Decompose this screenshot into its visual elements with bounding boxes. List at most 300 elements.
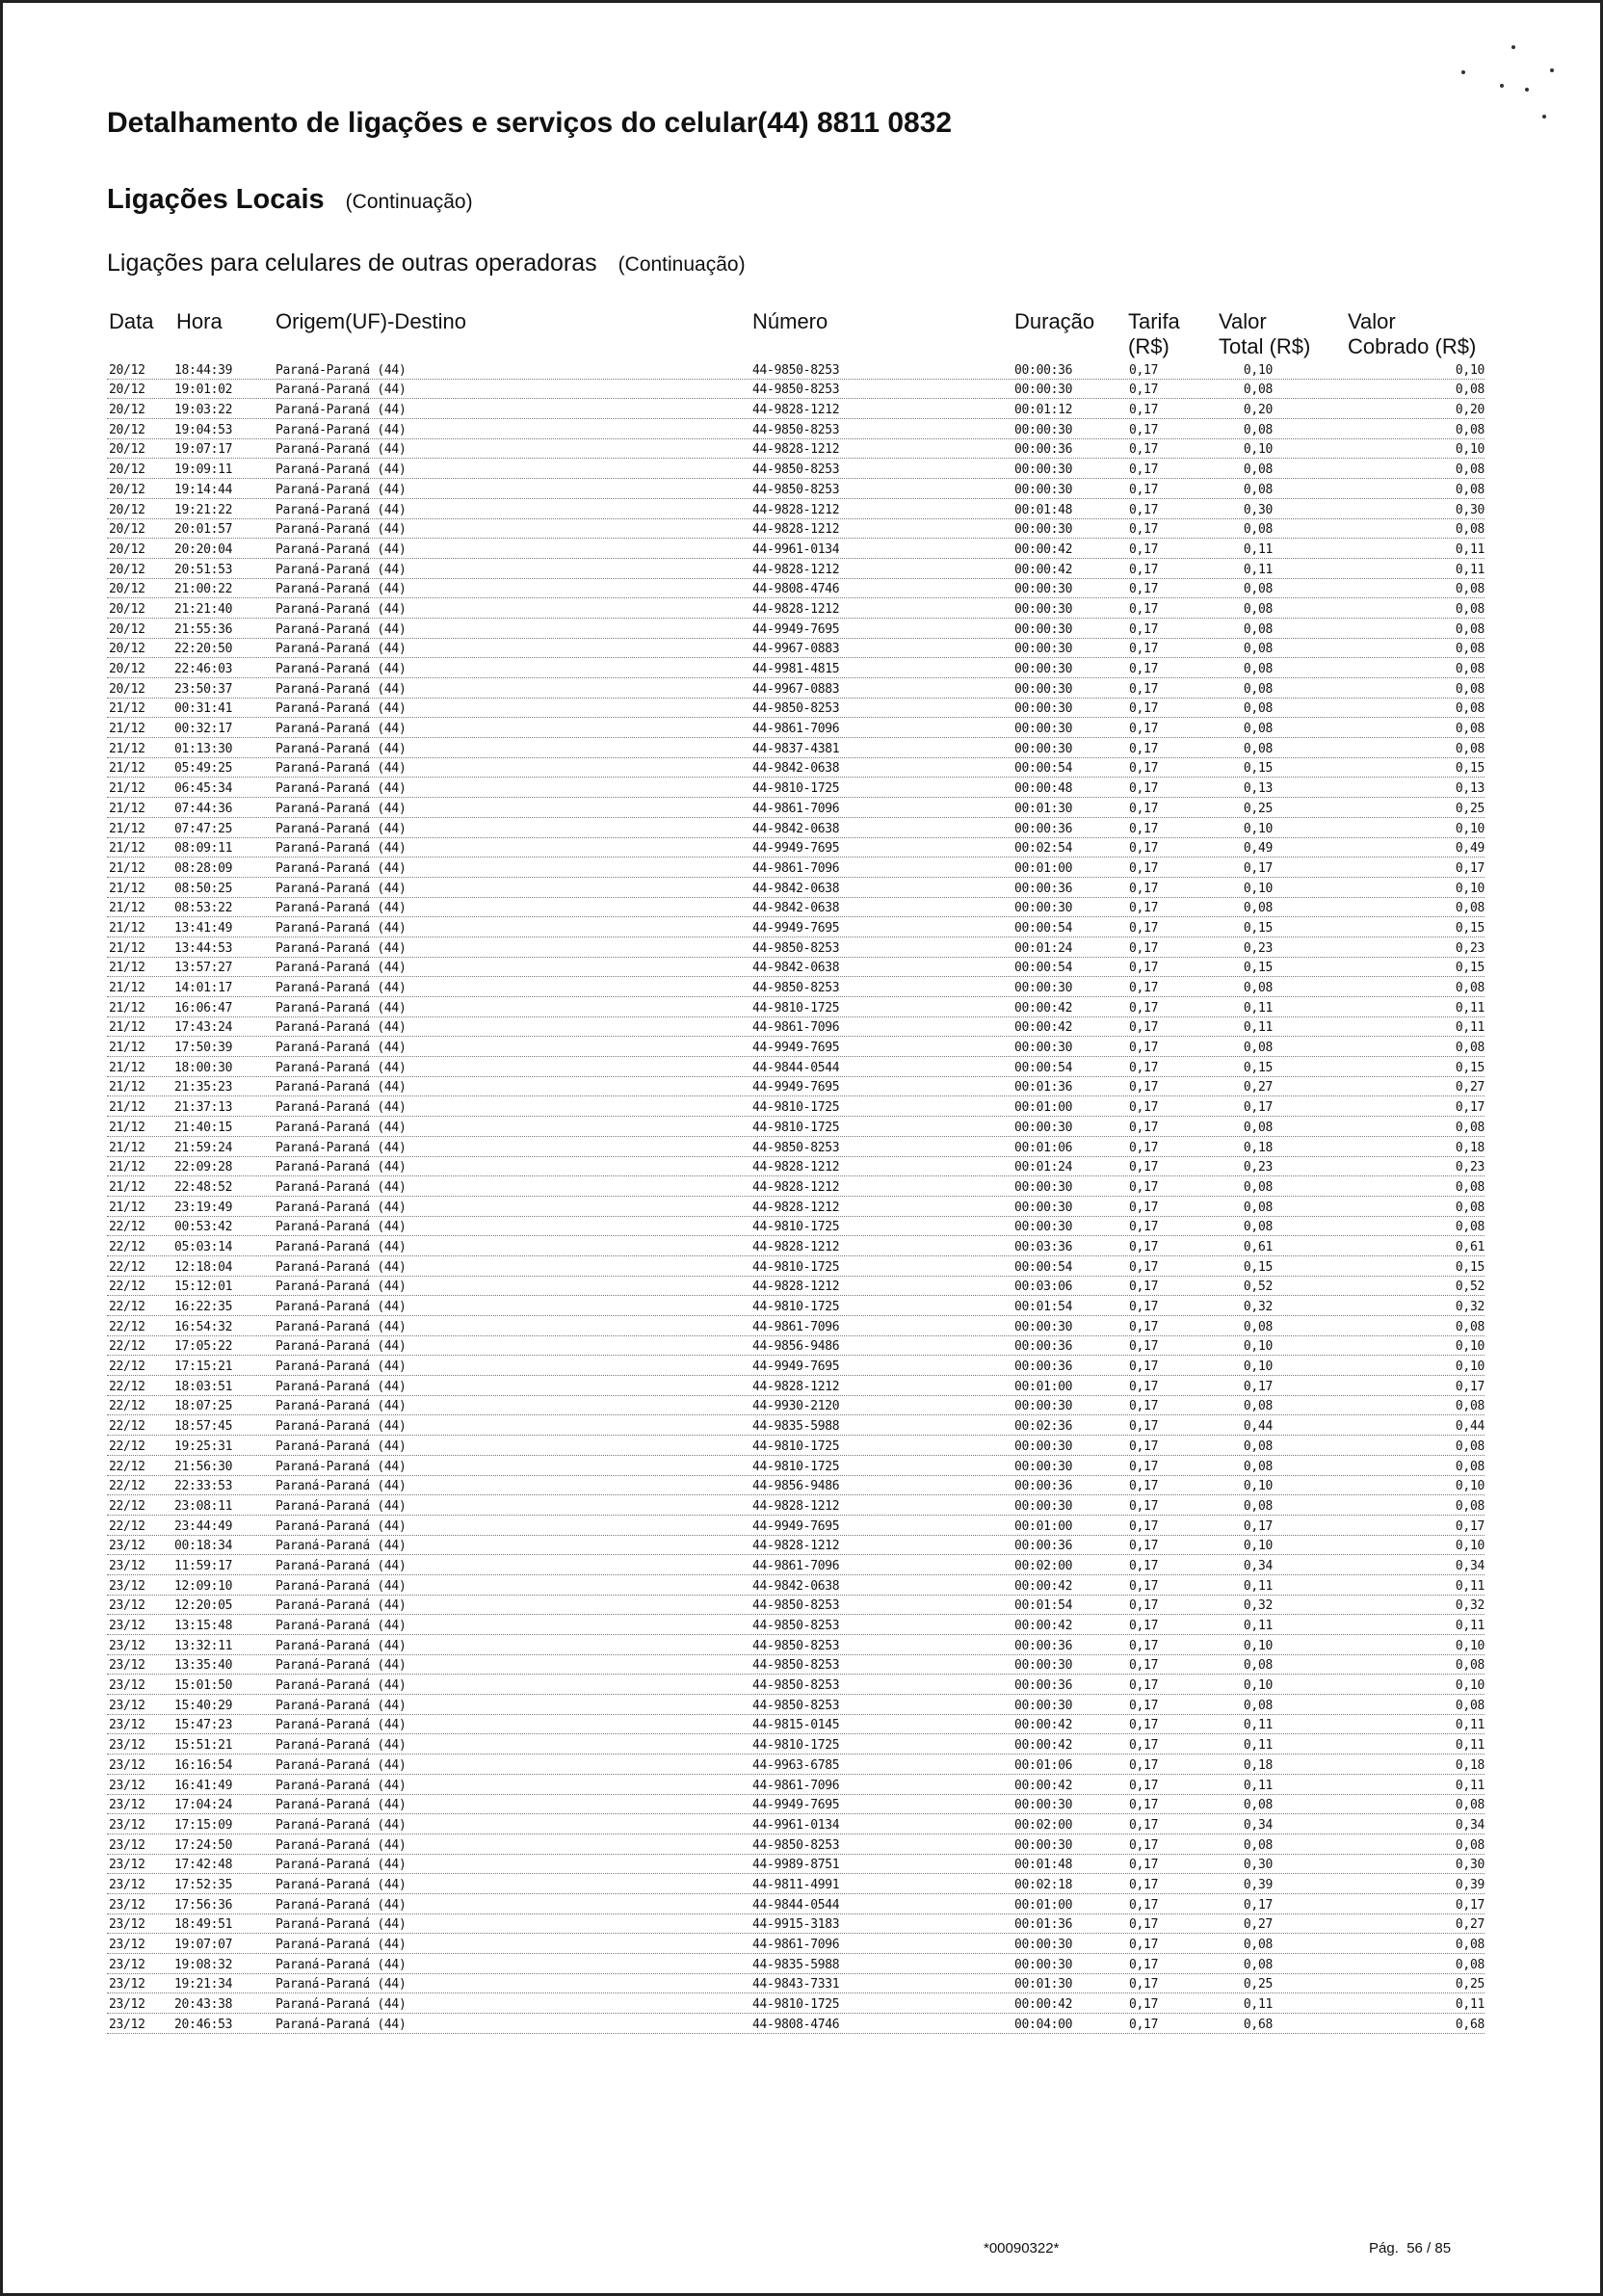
row-tariff: 0,17 [1129,2017,1159,2032]
table-row [107,958,1485,978]
row-date: 23/12 [109,1798,145,1813]
table-row [107,1795,1485,1815]
row-number: 44-9828-1212 [752,562,840,577]
row-origin-destination: Paraná-Paraná (44) [276,1419,407,1435]
row-charged-value: 0,11 [1455,1020,1485,1036]
row-time: 21:21:40 [174,601,233,617]
row-origin-destination: Paraná-Paraná (44) [276,1140,407,1155]
row-total-value: 0,11 [1243,562,1273,577]
row-total-value: 0,08 [1243,741,1273,756]
row-total-value: 0,17 [1243,1897,1273,1913]
row-number: 44-9828-1212 [752,502,840,517]
row-charged-value: 0,10 [1455,1678,1485,1694]
row-duration: 00:00:30 [1014,462,1073,478]
row-date: 23/12 [109,1558,145,1573]
row-total-value: 0,61 [1243,1239,1273,1254]
row-date: 23/12 [109,1938,145,1952]
row-time: 17:43:24 [174,1020,233,1036]
row-date: 23/12 [109,1897,145,1913]
row-date: 22/12 [109,1419,145,1435]
row-number: 44-9842-0638 [752,961,840,976]
row-charged-value: 0,11 [1455,1997,1485,2013]
row-duration: 00:01:24 [1014,940,1073,956]
row-total-value: 0,18 [1243,1757,1273,1773]
row-origin-destination: Paraná-Paraná (44) [276,761,407,777]
row-tariff: 0,17 [1129,940,1159,956]
row-date: 20/12 [109,662,145,676]
row-origin-destination: Paraná-Paraná (44) [276,681,407,697]
row-number: 44-9811-4991 [752,1877,840,1892]
row-date: 20/12 [109,383,145,398]
table-row [107,878,1485,898]
table-row [107,1277,1485,1297]
table-row [107,439,1485,460]
row-total-value: 0,27 [1243,1917,1273,1933]
row-time: 23:50:37 [174,681,233,697]
row-origin-destination: Paraná-Paraná (44) [276,841,407,857]
row-date: 20/12 [109,601,145,617]
row-time: 11:59:17 [174,1558,233,1573]
row-date: 23/12 [109,1757,145,1773]
row-time: 05:49:25 [174,761,233,777]
row-duration: 00:00:30 [1014,1938,1073,1952]
row-charged-value: 0,30 [1455,1858,1485,1873]
row-number: 44-9828-1212 [752,1280,840,1295]
row-duration: 00:00:54 [1014,1060,1073,1075]
row-total-value: 0,10 [1243,442,1273,458]
row-charged-value: 0,08 [1455,462,1485,478]
row-duration: 00:03:06 [1014,1280,1073,1295]
row-total-value: 0,17 [1243,1518,1273,1534]
row-origin-destination: Paraná-Paraná (44) [276,722,407,737]
row-origin-destination: Paraná-Paraná (44) [276,642,407,657]
table-row [107,1356,1485,1376]
row-charged-value: 0,30 [1455,502,1485,517]
row-time: 18:57:45 [174,1419,233,1435]
row-number: 44-9850-8253 [752,1658,840,1674]
row-tariff: 0,17 [1129,1239,1159,1254]
table-row [107,1476,1485,1496]
row-charged-value: 0,11 [1455,1778,1485,1793]
row-number: 44-9843-7331 [752,1977,840,1993]
row-total-value: 0,08 [1243,901,1273,916]
column-header-origin: Origem(UF)-Destino [276,309,467,333]
row-number: 44-9967-0883 [752,681,840,697]
row-number: 44-9949-7695 [752,621,840,637]
row-time: 13:57:27 [174,961,233,976]
row-tariff: 0,17 [1129,1339,1159,1355]
row-duration: 00:00:30 [1014,422,1073,437]
row-origin-destination: Paraná-Paraná (44) [276,403,407,418]
row-total-value: 0,11 [1243,1738,1273,1754]
table-row [107,598,1485,619]
row-charged-value: 0,08 [1455,1698,1485,1713]
row-date: 22/12 [109,1280,145,1295]
row-total-value: 0,11 [1243,1000,1273,1016]
row-total-value: 0,08 [1243,1938,1273,1952]
row-duration: 00:00:36 [1014,1539,1073,1554]
row-total-value: 0,08 [1243,701,1273,717]
row-number: 44-9828-1212 [752,522,840,538]
row-tariff: 0,17 [1129,881,1159,896]
row-duration: 00:00:30 [1014,621,1073,637]
row-total-value: 0,18 [1243,1140,1273,1155]
row-origin-destination: Paraná-Paraná (44) [276,920,407,936]
row-tariff: 0,17 [1129,1220,1159,1235]
row-date: 23/12 [109,1678,145,1694]
table-row [107,1555,1485,1575]
table-row [107,499,1485,519]
row-date: 22/12 [109,1518,145,1534]
row-time: 19:01:02 [174,383,233,398]
row-number: 44-9949-7695 [752,1798,840,1813]
row-tariff: 0,17 [1129,1060,1159,1075]
row-duration: 00:01:06 [1014,1140,1073,1155]
row-duration: 00:00:30 [1014,1438,1073,1454]
row-duration: 00:00:30 [1014,1399,1073,1414]
row-time: 22:46:03 [174,662,233,676]
row-number: 44-9828-1212 [752,1539,840,1554]
row-charged-value: 0,08 [1455,662,1485,676]
row-tariff: 0,17 [1129,1200,1159,1215]
row-origin-destination: Paraná-Paraná (44) [276,541,407,557]
row-duration: 00:00:30 [1014,722,1073,737]
row-number: 44-9810-1725 [752,1300,840,1314]
row-time: 21:00:22 [174,582,233,597]
row-origin-destination: Paraná-Paraná (44) [276,1977,407,1993]
row-total-value: 0,08 [1243,522,1273,538]
row-charged-value: 0,10 [1455,442,1485,458]
row-tariff: 0,17 [1129,502,1159,517]
column-header-charged [1348,309,1476,359]
row-tariff: 0,17 [1129,1858,1159,1873]
row-charged-value: 0,08 [1455,422,1485,437]
row-date: 21/12 [109,761,145,777]
table-row [107,1695,1485,1715]
row-charged-value: 0,25 [1455,1977,1485,1993]
row-time: 19:03:22 [174,403,233,418]
row-number: 44-9850-8253 [752,462,840,478]
table-row [107,778,1485,798]
row-number: 44-9850-8253 [752,1140,840,1155]
row-duration: 00:01:00 [1014,1518,1073,1534]
row-origin-destination: Paraná-Paraná (44) [276,1757,407,1773]
row-charged-value: 0,15 [1455,1060,1485,1075]
row-time: 18:03:51 [174,1379,233,1394]
row-date: 21/12 [109,860,145,876]
row-charged-value: 0,25 [1455,801,1485,816]
row-number: 44-9835-5988 [752,1957,840,1972]
row-origin-destination: Paraná-Paraná (44) [276,1877,407,1892]
row-origin-destination: Paraná-Paraná (44) [276,1041,407,1056]
row-date: 23/12 [109,1638,145,1653]
row-total-value: 0,08 [1243,981,1273,995]
row-date: 21/12 [109,1020,145,1036]
table-row [107,838,1485,858]
row-duration: 00:01:36 [1014,1080,1073,1095]
row-number: 44-9850-8253 [752,362,840,378]
row-time: 19:25:31 [174,1438,233,1454]
table-row [107,1575,1485,1596]
row-origin-destination: Paraná-Paraná (44) [276,860,407,876]
row-duration: 00:00:30 [1014,1319,1073,1334]
row-tariff: 0,17 [1129,1518,1159,1534]
row-charged-value: 0,18 [1455,1757,1485,1773]
row-number: 44-9949-7695 [752,1359,840,1375]
row-date: 22/12 [109,1300,145,1314]
row-date: 21/12 [109,1100,145,1116]
table-row [107,1495,1485,1516]
row-duration: 00:02:18 [1014,1877,1073,1892]
row-charged-value: 0,08 [1455,1798,1485,1813]
row-charged-value: 0,08 [1455,1837,1485,1853]
row-tariff: 0,17 [1129,1778,1159,1793]
row-tariff: 0,17 [1129,1798,1159,1813]
row-tariff: 0,17 [1129,1459,1159,1474]
row-number: 44-9861-7096 [752,1319,840,1334]
table-row [107,858,1485,878]
row-time: 15:51:21 [174,1738,233,1754]
row-origin-destination: Paraná-Paraná (44) [276,981,407,995]
table-row [107,1157,1485,1177]
row-number: 44-9861-7096 [752,1020,840,1036]
row-charged-value: 0,13 [1455,781,1485,797]
row-tariff: 0,17 [1129,422,1159,437]
row-tariff: 0,17 [1129,403,1159,418]
row-time: 23:44:49 [174,1518,233,1534]
row-duration: 00:00:42 [1014,1997,1073,2013]
row-origin-destination: Paraná-Paraná (44) [276,1060,407,1075]
row-duration: 00:00:42 [1014,1619,1073,1633]
row-duration: 00:00:30 [1014,901,1073,916]
table-row [107,658,1485,678]
row-tariff: 0,17 [1129,741,1159,756]
row-number: 44-9861-7096 [752,1938,840,1952]
row-duration: 00:00:30 [1014,522,1073,538]
row-charged-value: 0,08 [1455,681,1485,697]
row-tariff: 0,17 [1129,841,1159,857]
row-time: 19:07:07 [174,1938,233,1952]
row-origin-destination: Paraná-Paraná (44) [276,1897,407,1913]
row-charged-value: 0,52 [1455,1280,1485,1295]
row-total-value: 0,10 [1243,1678,1273,1694]
table-row [107,639,1485,659]
row-time: 06:45:34 [174,781,233,797]
row-time: 00:53:42 [174,1220,233,1235]
row-tariff: 0,17 [1129,1041,1159,1056]
row-total-value: 0,11 [1243,1718,1273,1733]
row-origin-destination: Paraná-Paraná (44) [276,1160,407,1175]
row-duration: 00:01:48 [1014,502,1073,517]
row-origin-destination: Paraná-Paraná (44) [276,1120,407,1135]
row-time: 00:31:41 [174,701,233,717]
table-row [107,619,1485,639]
row-origin-destination: Paraná-Paraná (44) [276,1239,407,1254]
row-tariff: 0,17 [1129,1319,1159,1334]
row-origin-destination: Paraná-Paraná (44) [276,1718,407,1733]
row-date: 23/12 [109,1817,145,1833]
row-total-value: 0,08 [1243,662,1273,676]
row-total-value: 0,08 [1243,1837,1273,1853]
row-time: 20:46:53 [174,2017,233,2032]
row-origin-destination: Paraná-Paraná (44) [276,1339,407,1355]
table-row [107,1874,1485,1894]
row-number: 44-9850-8253 [752,701,840,717]
row-date: 21/12 [109,940,145,956]
row-total-value: 0,52 [1243,1280,1273,1295]
row-origin-destination: Paraná-Paraná (44) [276,601,407,617]
row-tariff: 0,17 [1129,1619,1159,1633]
column-header-tariff-line2: (R$) [1128,334,1169,358]
row-charged-value: 0,08 [1455,621,1485,637]
row-time: 15:40:29 [174,1698,233,1713]
row-charged-value: 0,17 [1455,1897,1485,1913]
row-total-value: 0,11 [1243,1578,1273,1594]
row-time: 18:07:25 [174,1399,233,1414]
row-number: 44-9850-8253 [752,482,840,497]
column-header-charged-line2: Cobrado (R$) [1348,334,1477,358]
row-tariff: 0,17 [1129,442,1159,458]
row-tariff: 0,17 [1129,1160,1159,1175]
row-origin-destination: Paraná-Paraná (44) [276,1858,407,1873]
row-origin-destination: Paraná-Paraná (44) [276,741,407,756]
row-charged-value: 0,10 [1455,1339,1485,1355]
row-tariff: 0,17 [1129,1817,1159,1833]
row-number: 44-9842-0638 [752,821,840,836]
row-tariff: 0,17 [1129,1359,1159,1375]
row-total-value: 0,10 [1243,821,1273,836]
row-date: 21/12 [109,1060,145,1075]
row-origin-destination: Paraná-Paraná (44) [276,1200,407,1215]
row-duration: 00:01:00 [1014,860,1073,876]
row-number: 44-9842-0638 [752,901,840,916]
row-number: 44-9856-9486 [752,1479,840,1494]
row-origin-destination: Paraná-Paraná (44) [276,1738,407,1754]
column-header-tariff [1128,309,1180,359]
row-total-value: 0,11 [1243,1997,1273,2013]
row-origin-destination: Paraná-Paraná (44) [276,1399,407,1414]
row-date: 21/12 [109,1140,145,1155]
row-number: 44-9842-0638 [752,881,840,896]
row-time: 08:09:11 [174,841,233,857]
row-charged-value: 0,34 [1455,1558,1485,1573]
row-duration: 00:00:30 [1014,681,1073,697]
row-origin-destination: Paraná-Paraná (44) [276,1917,407,1933]
row-origin-destination: Paraná-Paraná (44) [276,1359,407,1375]
row-number: 44-9810-1725 [752,1438,840,1454]
row-origin-destination: Paraná-Paraná (44) [276,1179,407,1195]
column-header-total-line1: Valor [1219,309,1267,333]
row-tariff: 0,17 [1129,582,1159,597]
row-date: 21/12 [109,741,145,756]
row-charged-value: 0,10 [1455,881,1485,896]
row-charged-value: 0,34 [1455,1817,1485,1833]
row-time: 22:09:28 [174,1160,233,1175]
row-number: 44-9967-0883 [752,642,840,657]
row-date: 20/12 [109,482,145,497]
row-date: 23/12 [109,1917,145,1933]
row-origin-destination: Paraná-Paraná (44) [276,362,407,378]
row-tariff: 0,17 [1129,701,1159,717]
row-number: 44-9842-0638 [752,761,840,777]
row-tariff: 0,17 [1129,662,1159,676]
row-charged-value: 0,11 [1455,1578,1485,1594]
row-time: 16:54:32 [174,1319,233,1334]
table-row [107,1336,1485,1357]
row-number: 44-9828-1212 [752,1200,840,1215]
row-duration: 00:00:42 [1014,1578,1073,1594]
row-charged-value: 0,11 [1455,1718,1485,1733]
table-row [107,2014,1485,2034]
row-charged-value: 0,08 [1455,1658,1485,1674]
row-duration: 00:00:36 [1014,1339,1073,1355]
column-header-total-line2: Total (R$) [1219,334,1311,358]
row-number: 44-9989-8751 [752,1858,840,1873]
row-tariff: 0,17 [1129,1479,1159,1494]
row-charged-value: 0,08 [1455,701,1485,717]
row-charged-value: 0,08 [1455,522,1485,538]
row-origin-destination: Paraná-Paraná (44) [276,442,407,458]
row-time: 22:20:50 [174,642,233,657]
row-number: 44-9828-1212 [752,1239,840,1254]
row-duration: 00:02:54 [1014,841,1073,857]
row-number: 44-9810-1725 [752,1459,840,1474]
table-row [107,1197,1485,1217]
table-row [107,1596,1485,1616]
row-time: 18:44:39 [174,362,233,378]
row-number: 44-9850-8253 [752,1678,840,1694]
row-total-value: 0,10 [1243,1339,1273,1355]
row-tariff: 0,17 [1129,621,1159,637]
row-tariff: 0,17 [1129,1718,1159,1733]
row-time: 20:43:38 [174,1997,233,2013]
row-time: 13:32:11 [174,1638,233,1653]
column-header-tariff-line1: Tarifa [1128,309,1180,333]
row-tariff: 0,17 [1129,1738,1159,1754]
row-number: 44-9808-4746 [752,582,840,597]
row-tariff: 0,17 [1129,1399,1159,1414]
row-charged-value: 0,08 [1455,1438,1485,1454]
row-date: 22/12 [109,1379,145,1394]
row-tariff: 0,17 [1129,1020,1159,1036]
row-time: 17:42:48 [174,1858,233,1873]
row-time: 16:22:35 [174,1300,233,1314]
row-origin-destination: Paraná-Paraná (44) [276,1498,407,1514]
row-date: 21/12 [109,1200,145,1215]
row-date: 20/12 [109,541,145,557]
row-origin-destination: Paraná-Paraná (44) [276,1698,407,1713]
row-time: 00:18:34 [174,1539,233,1554]
row-time: 23:19:49 [174,1200,233,1215]
row-duration: 00:01:00 [1014,1100,1073,1116]
row-tariff: 0,17 [1129,1578,1159,1594]
row-time: 19:04:53 [174,422,233,437]
document-code: *00090322* [984,2240,1060,2256]
row-date: 23/12 [109,1977,145,1993]
row-date: 21/12 [109,1000,145,1016]
row-charged-value: 0,17 [1455,1379,1485,1394]
table-row [107,359,1485,380]
row-number: 44-9810-1725 [752,1120,840,1135]
row-total-value: 0,39 [1243,1877,1273,1892]
row-origin-destination: Paraná-Paraná (44) [276,1479,407,1494]
row-tariff: 0,17 [1129,1280,1159,1295]
row-duration: 00:00:48 [1014,781,1073,797]
row-total-value: 0,30 [1243,502,1273,517]
row-origin-destination: Paraná-Paraná (44) [276,1798,407,1813]
row-tariff: 0,17 [1129,462,1159,478]
row-number: 44-9949-7695 [752,841,840,857]
